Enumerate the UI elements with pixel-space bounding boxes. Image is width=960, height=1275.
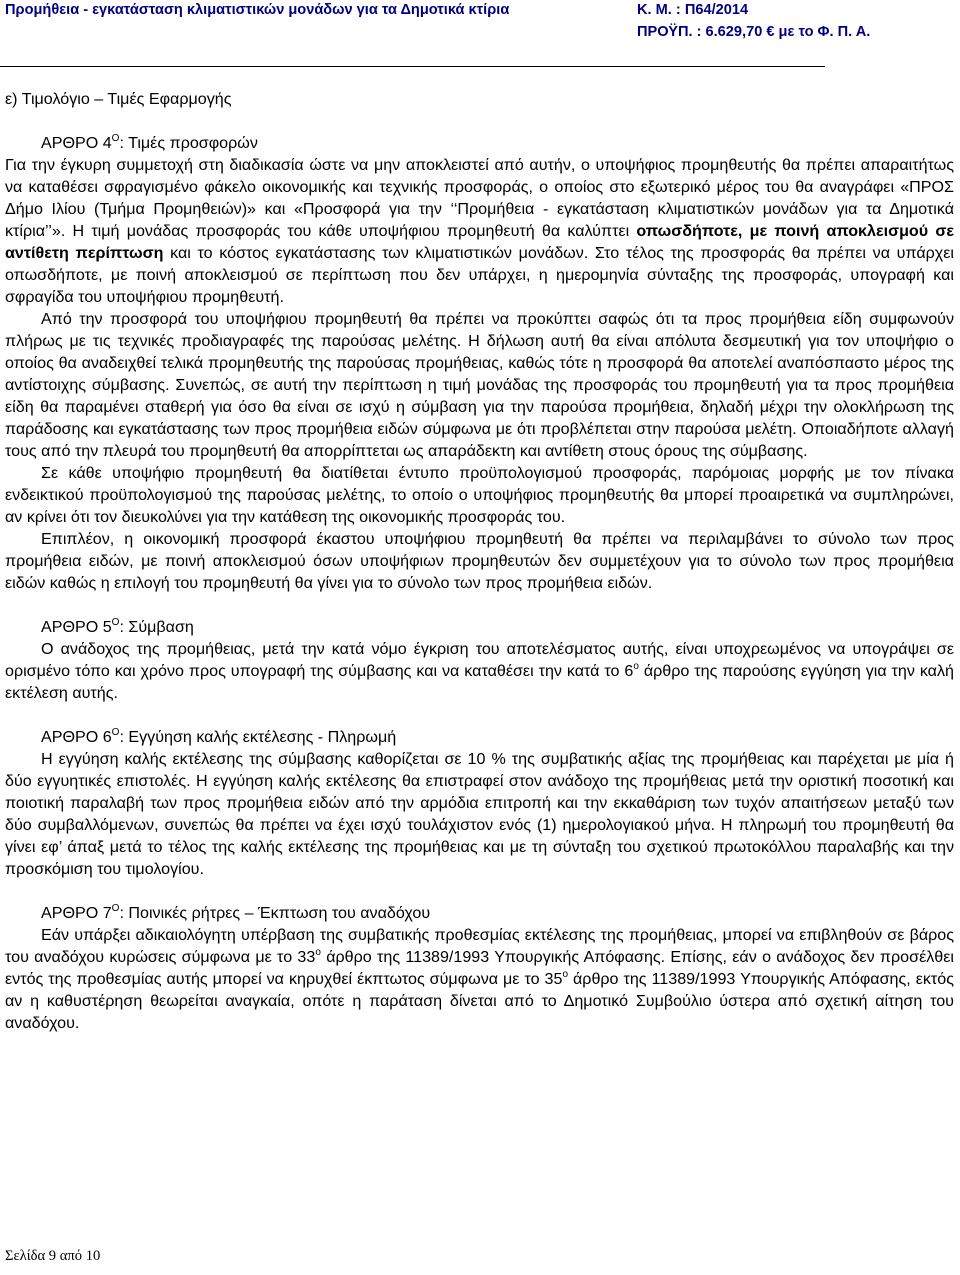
article-4-paragraph-4: Επιπλέον, η οικονομική προσφορά έκαστου υποψήφιου προμηθευτή θα πρέπει να περιλαμβάνει το σύνολο των προς προμήθεια ειδών, με ποινή αποκλεισμού όσων υποψήφιων προμηθευτών δεν συμμετέχουν για το σύνολο των προς προμήθεια ειδών καθώς η επιλογή του προμηθευτή θα γίνει για το σύνολο των προς προμήθεια ειδών. — [5, 530, 954, 592]
article-7-p1-text-end: άρθρο της 11389/1993 Υπουργικής Απόφασης, εκτός αν η καθυστέρηση θεωρείται αναγκαία, οπότε η παράταση δίνεται από το Δημοτικό Συμβούλιο ύστερα από σχετική αίτηση του αναδόχου. — [5, 970, 954, 1032]
article-7-p1-sup-1: ο — [315, 946, 321, 958]
article-4-sup: Ο — [111, 132, 120, 144]
document-header — [5, 0, 955, 20]
article-5-prefix: ΑΡΘΡΟ 5 — [41, 618, 112, 636]
article-7-title — [41, 902, 954, 924]
article-5-sup: Ο — [111, 616, 120, 628]
article-4-paragraph-3: Σε κάθε υποψήφιο προμηθευτή θα διατίθεται έντυπο προϋπολογισμού προσφοράς, παρόμοιας μορφής με τον πίνακα ενδεικτικού προϋπολογισμού της παρούσας μελέτης, το οποίο ο υποψήφιος προμηθευτής θα μπορεί προαιρετικά να συμπληρώνει, αν κρίνει ότι τον διευκολύνει για την κατάθεση της οικονομικής προσφοράς του. — [5, 464, 954, 526]
article-7-p1-text-mid: άρθρο της 11389/1993 Υπουργικής Απόφασης. Επίσης, εάν ο ανάδοχος δεν προσέλθει εντός της προθεσμίας αυτής μπορεί να κηρυχθεί έκπτωτος σύμφωνα με το 35 — [5, 948, 954, 988]
document-body — [5, 88, 954, 1034]
article-6-heading: : Εγγύηση καλής εκτέλεσης - Πληρωμή — [119, 728, 397, 746]
article-7-heading: : Ποινικές ρήτρες – Έκπτωση του αναδόχου — [119, 904, 431, 922]
header-title: Προμήθεια - εγκατάσταση κλιματιστικών μονάδων για τα Δημοτικά κτίρια — [5, 2, 510, 18]
article-6-paragraph-1: Η εγγύηση καλής εκτέλεσης της σύμβασης καθορίζεται σε 10 % της συμβατικής αξίας της προμήθειας και παρέχεται με μία ή δύο εγγυητικές επιστολές. Η εγγύηση καλής εκτέλεσης θα επιστραφεί στον ανάδοχο της προμήθειας μετά την οριστική ποσοτική και ποιοτική παραλαβή των προς προμήθεια ειδών από την αρμόδια επιτροπή και την εκκαθάριση των τυχόν απαιτήσεων μεταξύ των δύο συμβαλλόμενων, συνεπώς θα πρέπει να έχει ισχύ τουλάχιστον ενός (1) ημερολογιακού μήνα. Η πληρωμή του προμηθευτή θα γίνει εφ’ άπαξ μετά το τέλος της καλής εκτέλεσης της προμήθειας και με τη σύνταξη του σχετικού πρωτοκόλλου παραλαβής και την προσκόμιση του τιμολογίου. — [5, 750, 954, 878]
article-5-title — [41, 616, 954, 638]
article-4-title — [41, 132, 954, 154]
spacer — [5, 704, 954, 726]
article-6-title — [41, 726, 954, 748]
article-7-paragraph-1 — [5, 924, 954, 1034]
article-6-prefix: ΑΡΘΡΟ 6 — [41, 728, 112, 746]
article-5-paragraph-1 — [5, 638, 954, 704]
article-5-p1-sup: ο — [633, 660, 639, 672]
article-5-p1-text-end: άρθρο της παρούσης εγγύηση για την καλή εκτέλεση αυτής. — [5, 662, 954, 702]
article-4-p1-text-end: και το κόστος εγκατάστασης των κλιματιστικών μονάδων. Στο τέλος της προσφοράς θα πρέπει να υπάρχει οπωσδήποτε, με ποινή αποκλεισμού σε περίπτωση που δεν υπάρχει, η ημερομηνία σύνταξης της προσφοράς, υπογραφή και σφραγίδα του υποψήφιου προμηθευτή. — [5, 244, 955, 306]
article-4-prefix: ΑΡΘΡΟ 4 — [41, 134, 112, 152]
header-divider — [0, 66, 825, 67]
article-6-sup: Ο — [111, 726, 120, 738]
spacer — [5, 880, 954, 902]
article-5-heading: : Σύμβαση — [119, 618, 194, 636]
article-4-heading: : Τιμές προσφορών — [119, 134, 258, 152]
header-reference: Κ. Μ. : Π64/2014 — [637, 2, 749, 18]
article-4-paragraph-1 — [5, 154, 954, 308]
article-7-sup: Ο — [111, 902, 120, 914]
article-7-p1-text: Εάν υπάρξει αδικαιολόγητη υπέρβαση της συμβατικής προθεσμίας εκτέλεσης της προμήθειας, μπορεί να επιβληθούν σε βάρος του αναδόχου κυρώσεις σύμφωνα με το 33 — [5, 926, 954, 966]
article-4-p1-bold: οπωσδήποτε, με ποινή αποκλεισμού σε αντίθετη περίπτωση — [5, 222, 954, 262]
section-heading: ε) Τιμολόγιο – Τιμές Εφαρμογής — [5, 90, 232, 108]
spacer — [5, 594, 954, 616]
page-number: Σελίδα 9 από 10 — [5, 1248, 101, 1264]
article-7-p1-sup-2: ο — [562, 968, 568, 980]
article-4-p1-text: Για την έγκυρη συμμετοχή στη διαδικασία ώστε να μην αποκλειστεί από αυτήν, ο υποψήφιος προμηθευτής θα πρέπει απαραιτήτως να καταθέσει σφραγισμένο φάκελο οικονομικής και τεχνικής προσφοράς, ο οποίος στο εξωτερικό μέρος του θα αναγράφει «ΠΡΟΣ Δήμο Ιλίου (Τμήμα Προμηθειών)» και «Προσφορά για την ‘‘Προμήθεια - εγκατάσταση κλιματιστικών μονάδων για τα Δημοτικά κτίρια’’». Η τιμή μονάδας προσφοράς του κάθε υποψήφιου προμηθευτή θα καλύπτει — [5, 156, 954, 240]
article-5-p1-text: Ο ανάδοχος της προμήθειας, μετά την κατά νόμο έγκριση του αποτελέσματος αυτής, είναι υποχρεωμένος να υπογράψει σε ορισμένο τόπο και χρόνο προς υπογραφή της σύμβασης και να καταθέσει την κατά το 6 — [5, 640, 954, 680]
article-7-prefix: ΑΡΘΡΟ 7 — [41, 904, 112, 922]
header-budget: ΠΡΟΫΠ. : 6.629,70 € με το Φ. Π. Α. — [637, 24, 871, 40]
article-4-paragraph-2: Από την προσφορά του υποψήφιου προμηθευτή θα πρέπει να προκύπτει σαφώς ότι τα προς προμήθεια είδη συμφωνούν πλήρως με τις τεχνικές προδιαγραφές της παρούσας μελέτης. Η δήλωση αυτή θα είναι απόλυτα δεσμευτική για τον υποψήφιο ο οποίος θα αναδειχθεί τελικά προμηθευτής της παρούσας προμήθειας, καθώς τότε η προσφορά θα αποτελεί αναπόσπαστο μέρος της αντίστοιχης σύμβασης. Συνεπώς, σε αυτή την περίπτωση η τιμή μονάδας της προσφοράς του προμηθευτή για τα προς προμήθεια είδη θα παραμένει σταθερή για όσο θα είναι σε ισχύ η σύμβαση για την παρούσα προμήθεια, δηλαδή μέχρι την ολοκλήρωση της παράδοσης και εγκατάστασης των προς προμήθεια ειδών σύμφωνα με ότι προβλέπεται στην παρούσα μελέτη. Οποιαδήποτε αλλαγή τους από την πλευρά του προμηθευτή θα απορρίπτεται ως απαράδεκτη και αντίθετη στους όρους της σύμβασης. — [5, 310, 954, 460]
